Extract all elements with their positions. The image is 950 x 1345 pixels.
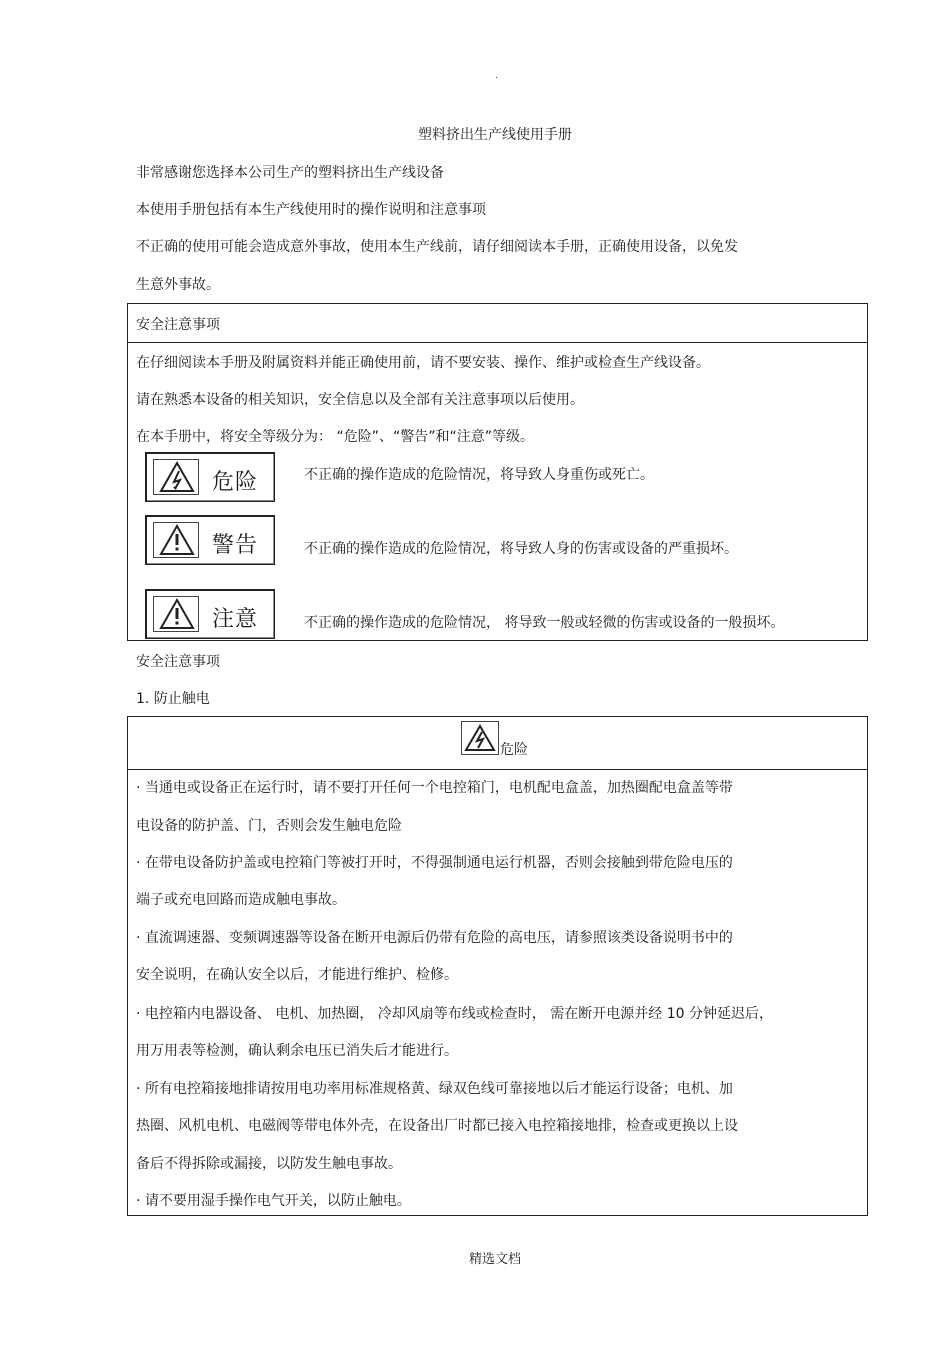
- danger-line: 用万用表等检测，确认剩余电压已消失后才能进行。: [136, 1043, 458, 1059]
- page-footer: 精选文档: [468, 1252, 521, 1267]
- header-dot: .: [495, 70, 499, 81]
- danger-line: 热圈、风机电机、电磁阀等带电体外壳，在设备出厂时都已接入电控箱接地排，检查或更换以上设: [136, 1118, 738, 1134]
- danger-header-icon-frame: [461, 721, 499, 755]
- intro-line: 本使用手册包括有本生产线使用时的操作说明和注意事项: [136, 202, 486, 218]
- danger-line: · 当通电或设备正在运行时，请不要打开任何一个电控箱门，电机配电盒盖，加热圈配电盒盖等带: [136, 780, 733, 796]
- danger-description: 不正确的操作造成的危险情况，将导致人身重伤或死亡。: [304, 467, 654, 483]
- danger-line: 备后不得拆除或漏接，以防发生触电事故。: [136, 1156, 402, 1172]
- safety-notes-box: [127, 303, 868, 641]
- caution-description: 不正确的操作造成的危险情况， 将导致一般或轻微的伤害或设备的一般损坏。: [304, 615, 785, 631]
- warning-label: 警告: [212, 533, 259, 558]
- intro-line: 非常感谢您选择本公司生产的塑料挤出生产线设备: [136, 165, 444, 181]
- danger-badge: [145, 452, 275, 502]
- danger-line: 端子或充电回路而造成触电事故。: [136, 892, 346, 908]
- caution-label: 注意: [212, 607, 259, 632]
- exclamation-warning-icon: [149, 518, 205, 562]
- danger-box: [127, 716, 868, 1216]
- danger-box-heading: 危险: [500, 742, 528, 758]
- intro-line: 不正确的使用可能会造成意外事故，使用本生产线前，请仔细阅读本手册，正确使用设备，以免发: [136, 239, 738, 255]
- safety-notes-header: [128, 304, 867, 343]
- page-title: 塑料挤出生产线使用手册: [418, 127, 572, 143]
- safety-line: 在本手册中，将安全等级分为： “危险”、“警告”和“注意”等级。: [136, 429, 534, 445]
- safety-line: 在仔细阅读本手册及附属资料并能正确使用前，请不要安装、操作、维护或检查生产线设备。: [136, 355, 710, 371]
- electric-hazard-icon: [463, 723, 497, 753]
- warning-badge: [145, 515, 275, 565]
- danger-label: 危险: [212, 470, 259, 495]
- danger-box-header: [128, 717, 867, 770]
- danger-line: · 直流调速器、变频调速器等设备在断开电源后仍带有危险的高电压，请参照该类设备说明书中的: [136, 930, 733, 946]
- danger-line: 安全说明，在确认安全以后，才能进行维护、检修。: [136, 967, 458, 983]
- exclamation-caution-icon: [149, 592, 205, 636]
- danger-line: · 所有电控箱接地排请按用电功率用标准规格黄、绿双色线可靠接地以后才能运行设备；电机、加: [136, 1081, 733, 1097]
- danger-line: · 电控箱内电器设备、 电机、加热圈， 冷却风扇等布线或检查时， 需在断开电源并经 10 分钟延迟后，: [136, 1006, 773, 1022]
- section-item-electric-shock: 1. 防止触电: [136, 691, 210, 707]
- danger-line: · 请不要用湿手操作电气开关，以防止触电。: [136, 1193, 411, 1209]
- electric-hazard-icon: [149, 455, 205, 499]
- danger-line: · 在带电设备防护盖或电控箱门等被打开时，不得强制通电运行机器，否则会接触到带危险电压的: [136, 855, 733, 871]
- danger-line: 电设备的防护盖、门，否则会发生触电危险: [136, 818, 402, 834]
- section-heading: 安全注意事项: [136, 654, 220, 670]
- safety-line: 请在熟悉本设备的相关知识，安全信息以及全部有关注意事项以后使用。: [136, 392, 584, 408]
- warning-description: 不正确的操作造成的危险情况，将导致人身的伤害或设备的严重损坏。: [304, 541, 738, 557]
- caution-badge: [145, 589, 275, 639]
- safety-notes-heading: 安全注意事项: [136, 317, 220, 333]
- intro-line: 生意外事故。: [136, 277, 220, 293]
